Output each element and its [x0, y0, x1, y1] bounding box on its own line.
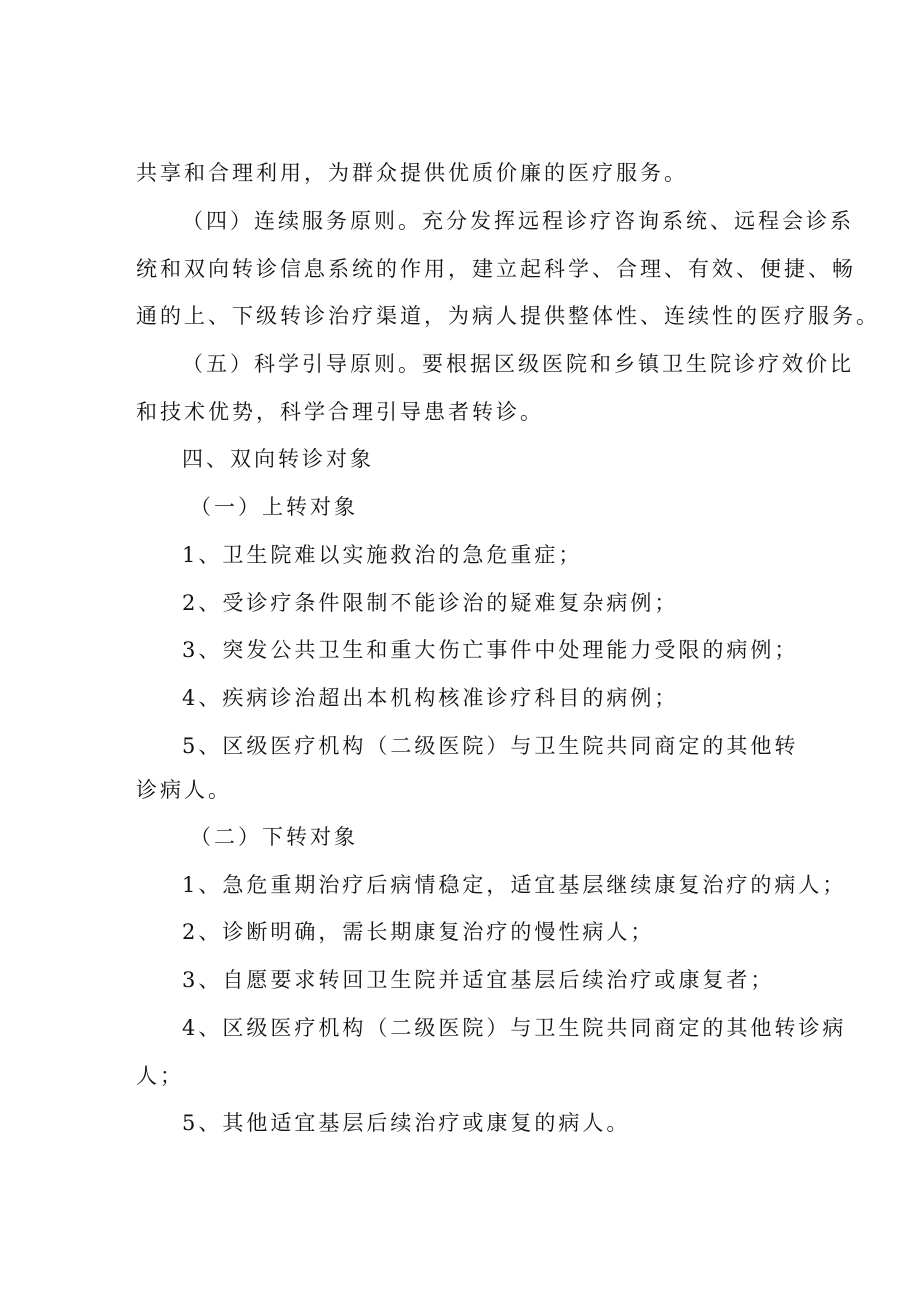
- principle-4-line-2: 统和双向转诊信息系统的作用，建立起科学、合理、有效、便捷、畅: [136, 257, 856, 281]
- subsection-heading-upward: （一）上转对象: [190, 495, 358, 519]
- list-item-continuation: 诊病人。: [136, 778, 232, 802]
- list-item: 1、急危重期治疗后病情稳定，适宜基层继续康复治疗的病人；: [182, 873, 847, 897]
- principle-5-line-1: （五）科学引导原则。要根据区级医院和乡镇卫生院诊疗效价比: [182, 352, 854, 376]
- paragraph-continuation-line: 共享和合理利用，为群众提供优质价廉的医疗服务。: [136, 161, 688, 185]
- principle-4-line-1: （四）连续服务原则。充分发挥远程诊疗咨询系统、远程会诊系: [182, 209, 854, 233]
- principle-5-line-2: 和技术优势，科学合理引导患者转诊。: [136, 400, 544, 424]
- principle-4-line-3: 通的上、下级转诊治疗渠道，为病人提供整体性、连续性的医疗服务。: [136, 304, 880, 328]
- list-item-continuation: 人；: [136, 1064, 184, 1088]
- list-item: 3、突发公共卫生和重大伤亡事件中处理能力受限的病例；: [182, 638, 799, 662]
- list-item: 2、诊断明确，需长期康复治疗的慢性病人；: [182, 920, 655, 944]
- subsection-heading-downward: （二）下转对象: [190, 825, 358, 849]
- list-item: 4、疾病诊治超出本机构核准诊疗科目的病例；: [182, 686, 679, 710]
- list-item: 5、区级医疗机构（二级医院）与卫生院共同商定的其他转: [182, 734, 799, 758]
- list-item: 1、卫生院难以实施救治的急危重症；: [182, 543, 583, 567]
- section-heading: 四、双向转诊对象: [182, 447, 374, 471]
- list-item: 2、受诊疗条件限制不能诊治的疑难复杂病例；: [182, 591, 679, 615]
- list-item: 4、区级医疗机构（二级医院）与卫生院共同商定的其他转诊病: [182, 1016, 847, 1040]
- list-item: 3、自愿要求转回卫生院并适宜基层后续治疗或康复者；: [182, 968, 775, 992]
- list-item: 5、其他适宜基层后续治疗或康复的病人。: [182, 1111, 631, 1135]
